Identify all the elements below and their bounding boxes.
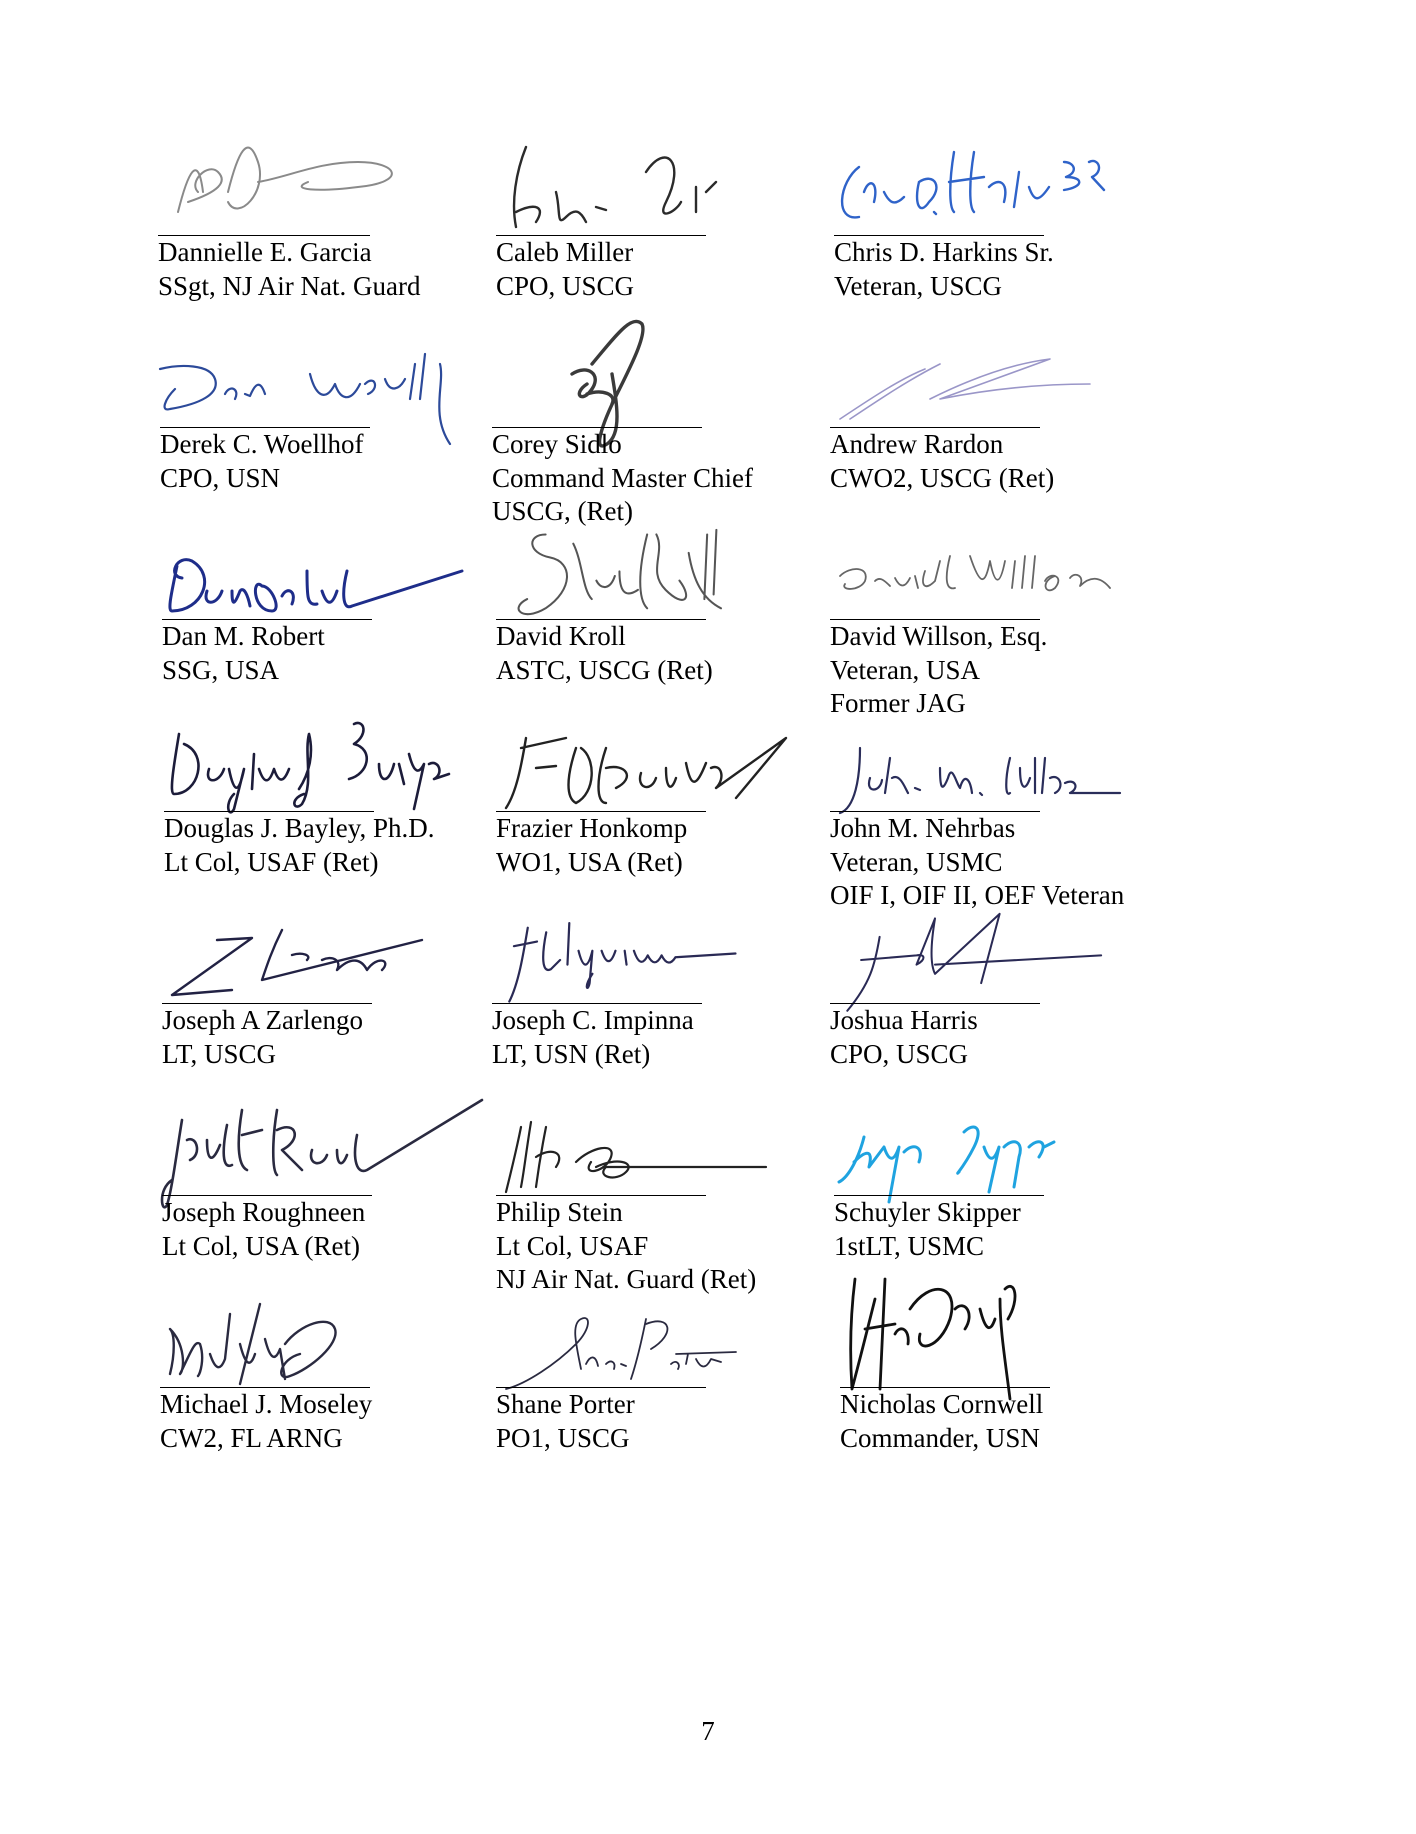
signer-name: Joseph Roughneen xyxy=(162,1197,366,1227)
signer-name: Nicholas Cornwell xyxy=(840,1389,1044,1419)
signer-name: Joshua Harris xyxy=(830,1005,978,1035)
signer-name: David Willson, Esq. xyxy=(830,621,1048,651)
handwritten-signature-honkomp xyxy=(496,708,826,828)
handwritten-signature-zarlengo xyxy=(162,900,492,1020)
signer-title-2: NJ Air Nat. Guard (Ret) xyxy=(496,1264,757,1294)
signer-title: Command Master Chief xyxy=(492,462,753,493)
signer-title: Lt Col, USA (Ret) xyxy=(162,1230,361,1261)
signer-title: ASTC, USCG (Ret) xyxy=(496,654,713,685)
handwritten-signature-cornwell xyxy=(840,1234,1170,1404)
signer-title: CW2, FL ARNG xyxy=(160,1422,343,1453)
signer-title: Commander, USN xyxy=(840,1422,1040,1453)
signer-title: LT, USCG xyxy=(162,1038,277,1069)
signer-title: LT, USN (Ret) xyxy=(492,1038,651,1069)
handwritten-signature-miller xyxy=(496,132,826,252)
signer-name: Corey Sidlo xyxy=(492,429,622,459)
signer-name: Philip Stein xyxy=(496,1197,623,1227)
handwritten-signature-moseley xyxy=(160,1284,490,1404)
signer-name: Andrew Rardon xyxy=(830,429,1004,459)
signer-name: Frazier Honkomp xyxy=(496,813,688,843)
handwritten-signature-nehrbas xyxy=(830,708,1160,828)
handwritten-signature-harris xyxy=(830,900,1160,1020)
signer-title: CPO, USN xyxy=(160,462,281,493)
handwritten-signature-willson xyxy=(830,516,1160,636)
handwritten-signature-rardon xyxy=(830,324,1160,444)
signer-name: David Kroll xyxy=(496,621,626,651)
signer-title: CPO, USCG xyxy=(496,270,635,301)
handwritten-signature-kroll xyxy=(496,516,826,636)
signer-title-2: OIF I, OIF II, OEF Veteran xyxy=(830,880,1125,910)
signer-name: Schuyler Skipper xyxy=(834,1197,1021,1227)
signer-name: Shane Porter xyxy=(496,1389,635,1419)
signer-title: CPO, USCG xyxy=(830,1038,969,1069)
signer-name: Douglas J. Bayley, Ph.D. xyxy=(164,813,435,843)
signer-title: 1stLT, USMC xyxy=(834,1230,985,1261)
handwritten-signature-bayley xyxy=(164,694,494,814)
handwritten-signature-impinna xyxy=(492,900,822,1020)
signer-title-2: USCG, (Ret) xyxy=(492,496,633,526)
signer-title-2: Former JAG xyxy=(830,688,966,718)
signer-title: PO1, USCG xyxy=(496,1422,630,1453)
signer-name: Dan M. Robert xyxy=(162,621,325,651)
page-number: 7 xyxy=(701,1716,715,1746)
signer-title: Veteran, USCG xyxy=(834,270,1002,301)
handwritten-signature-skipper xyxy=(834,1092,1164,1212)
signer-name: Chris D. Harkins Sr. xyxy=(834,237,1054,267)
signer-name: Dannielle E. Garcia xyxy=(158,237,372,267)
signer-name: Derek C. Woellhof xyxy=(160,429,364,459)
signer-title: Veteran, USA xyxy=(830,654,980,685)
handwritten-signature-robert xyxy=(162,516,492,636)
signer-name: Michael J. Moseley xyxy=(160,1389,373,1419)
signer-title: WO1, USA (Ret) xyxy=(496,846,683,877)
signer-title: SSgt, NJ Air Nat. Guard xyxy=(158,270,421,301)
handwritten-signature-porter xyxy=(496,1284,826,1404)
handwritten-signature-harkins xyxy=(834,132,1164,252)
handwritten-signature-woellhof xyxy=(160,324,490,444)
signer-title: Lt Col, USAF (Ret) xyxy=(164,846,379,877)
signer-name: John M. Nehrbas xyxy=(830,813,1016,843)
signer-name: Joseph C. Impinna xyxy=(492,1005,694,1035)
signer-title: SSG, USA xyxy=(162,654,280,685)
handwritten-signature-sidlo xyxy=(492,284,822,444)
signer-name: Caleb Miller xyxy=(496,237,634,267)
handwritten-signature-stein xyxy=(496,1092,826,1212)
signer-title: Lt Col, USAF xyxy=(496,1230,649,1261)
signer-title: CWO2, USCG (Ret) xyxy=(830,462,1055,493)
signer-title: Veteran, USMC xyxy=(830,846,1003,877)
signer-name: Joseph A Zarlengo xyxy=(162,1005,363,1035)
handwritten-signature-garcia xyxy=(158,132,488,252)
